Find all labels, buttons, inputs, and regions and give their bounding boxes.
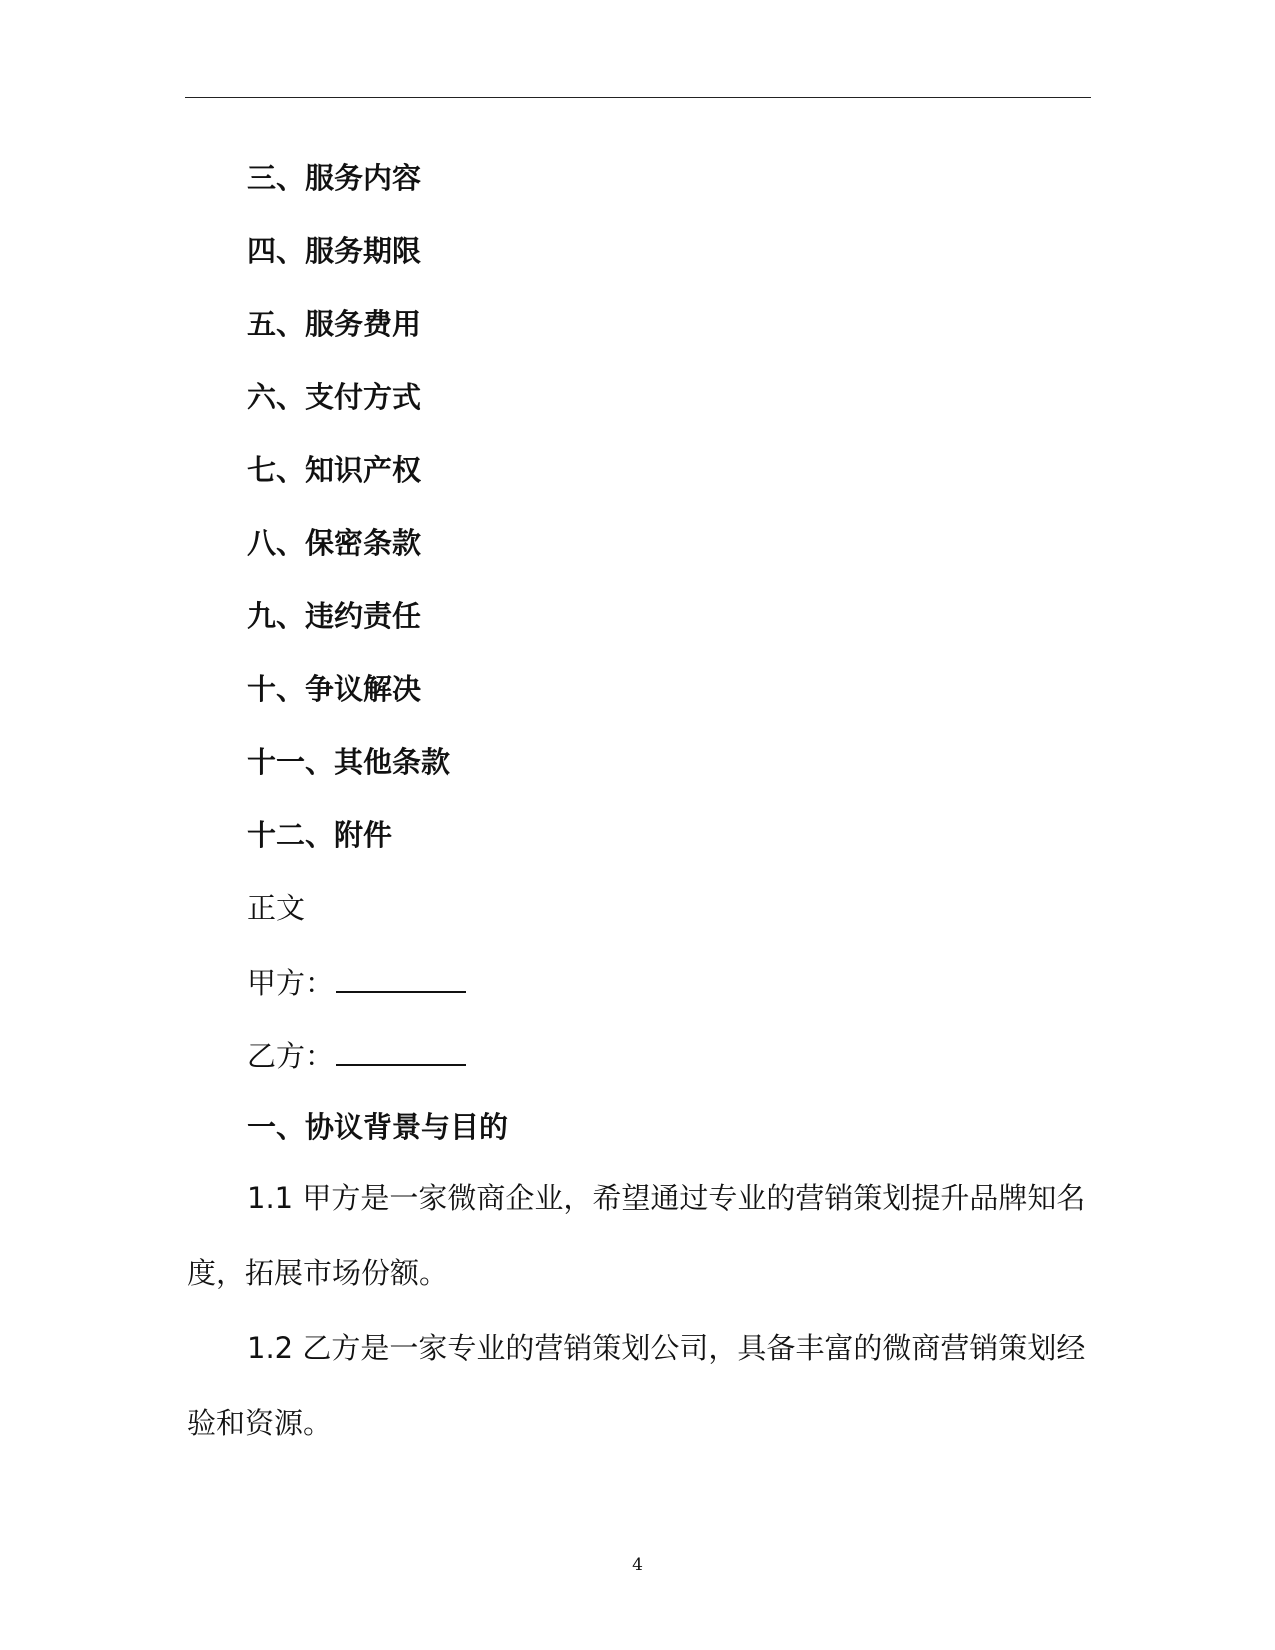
party-b-blank bbox=[336, 1034, 466, 1066]
party-b-label: 乙方： bbox=[247, 1039, 335, 1073]
party-a-blank bbox=[336, 961, 466, 993]
section-heading-3: 三、服务内容 bbox=[247, 161, 422, 195]
body-label: 正文 bbox=[247, 891, 306, 925]
paragraph-1-2: 1.2 乙方是一家专业的营销策划公司，具备丰富的微商营销策划经验和资源。 bbox=[187, 1331, 1086, 1440]
section-heading-9: 九、违约责任 bbox=[247, 599, 422, 633]
party-b-line bbox=[247, 1034, 466, 1076]
party-a-line bbox=[247, 961, 466, 1003]
party-a-label: 甲方： bbox=[247, 966, 335, 1000]
section-heading-7: 七、知识产权 bbox=[247, 453, 422, 487]
section-heading-6: 六、支付方式 bbox=[247, 380, 422, 414]
section-heading-4: 四、服务期限 bbox=[247, 234, 422, 268]
section-heading-10: 十、争议解决 bbox=[247, 672, 422, 706]
paragraph-1-1: 1.1 甲方是一家微商企业，希望通过专业的营销策划提升品牌知名度，拓展市场份额。 bbox=[187, 1181, 1086, 1290]
header-rule bbox=[185, 97, 1091, 98]
section-heading-12: 十二、附件 bbox=[247, 818, 393, 852]
section-heading-11: 十一、其他条款 bbox=[247, 745, 451, 779]
page-number: 4 bbox=[632, 1555, 643, 1575]
section-heading-1: 一、协议背景与目的 bbox=[247, 1110, 509, 1144]
section-heading-8: 八、保密条款 bbox=[247, 526, 422, 560]
section-heading-5: 五、服务费用 bbox=[247, 307, 422, 341]
